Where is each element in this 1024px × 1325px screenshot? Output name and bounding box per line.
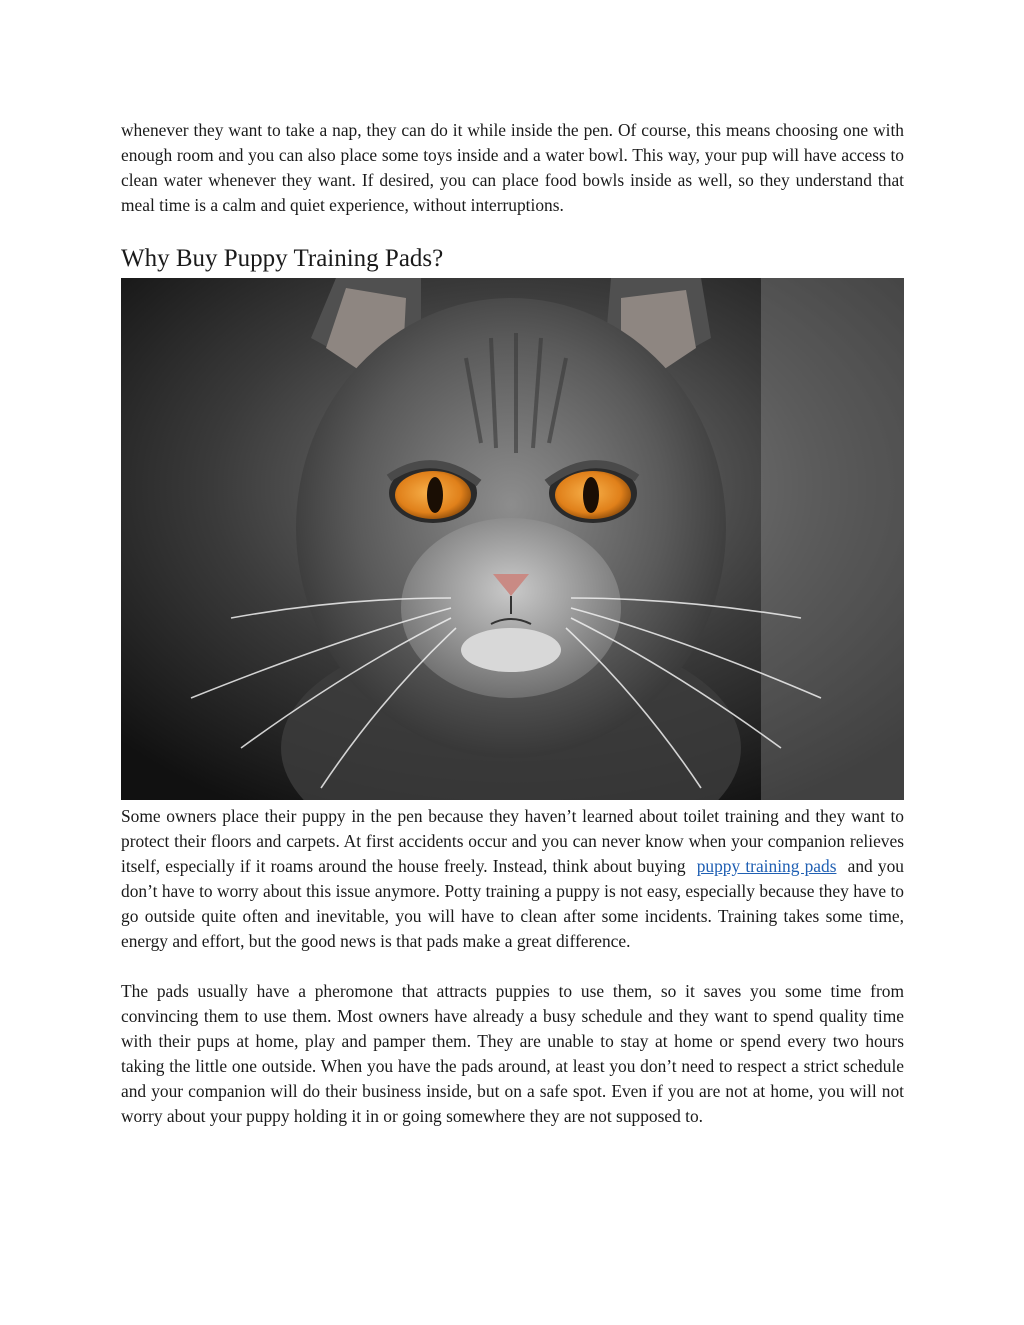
cat-illustration [121,278,904,800]
document-page [121,118,904,1129]
paragraph-two-before-link: Some owners place their puppy in the pen because they haven’t learned about toilet training and they want to protect their floors and carpets. At first accidents occur and you can never know when your companion relieves itself, especially if it roams around the house freely. Instead, think about buying [121,806,904,876]
paragraph-two-after-link: and you don’t have to worry about this issue anymore. Potty training a puppy is not easy, especially because they have to go outside quite often and inevitable, you will have to clean after some incidents. Training takes some time, energy and effort, but the good news is that pads make a great difference. [121,856,904,951]
intro-paragraph: whenever they want to take a nap, they can do it while inside the pen. Of course, this means choosing one with enough room and you can also place some toys inside and a water bowl. This way, your pup will have access to clean water whenever they want. If desired, you can place food bowls inside as well, so they understand that meal time is a calm and quiet experience, without interruptions. [121,120,904,215]
section-heading: Why Buy Puppy Training Pads? [121,245,444,272]
cat-photo [121,278,904,800]
paragraph-spacer [121,954,904,979]
puppy-training-pads-link[interactable]: puppy training pads [696,856,837,876]
paragraph-three: The pads usually have a pheromone that attracts puppies to use them, so it saves you some time from convincing them to use them. Most owners have already a busy schedule and they want to spend quality time with their pups at home, play and pamper them. They are unable to stay at home or spend every two hours taking the little one outside. When you have the pads around, at least you don’t need to respect a strict schedule and your companion will do their business inside, but on a safe spot. Even if you are not at home, you will not worry about your puppy holding it in or going somewhere they are not supposed to. [121,981,904,1126]
paragraph-two [121,804,904,954]
